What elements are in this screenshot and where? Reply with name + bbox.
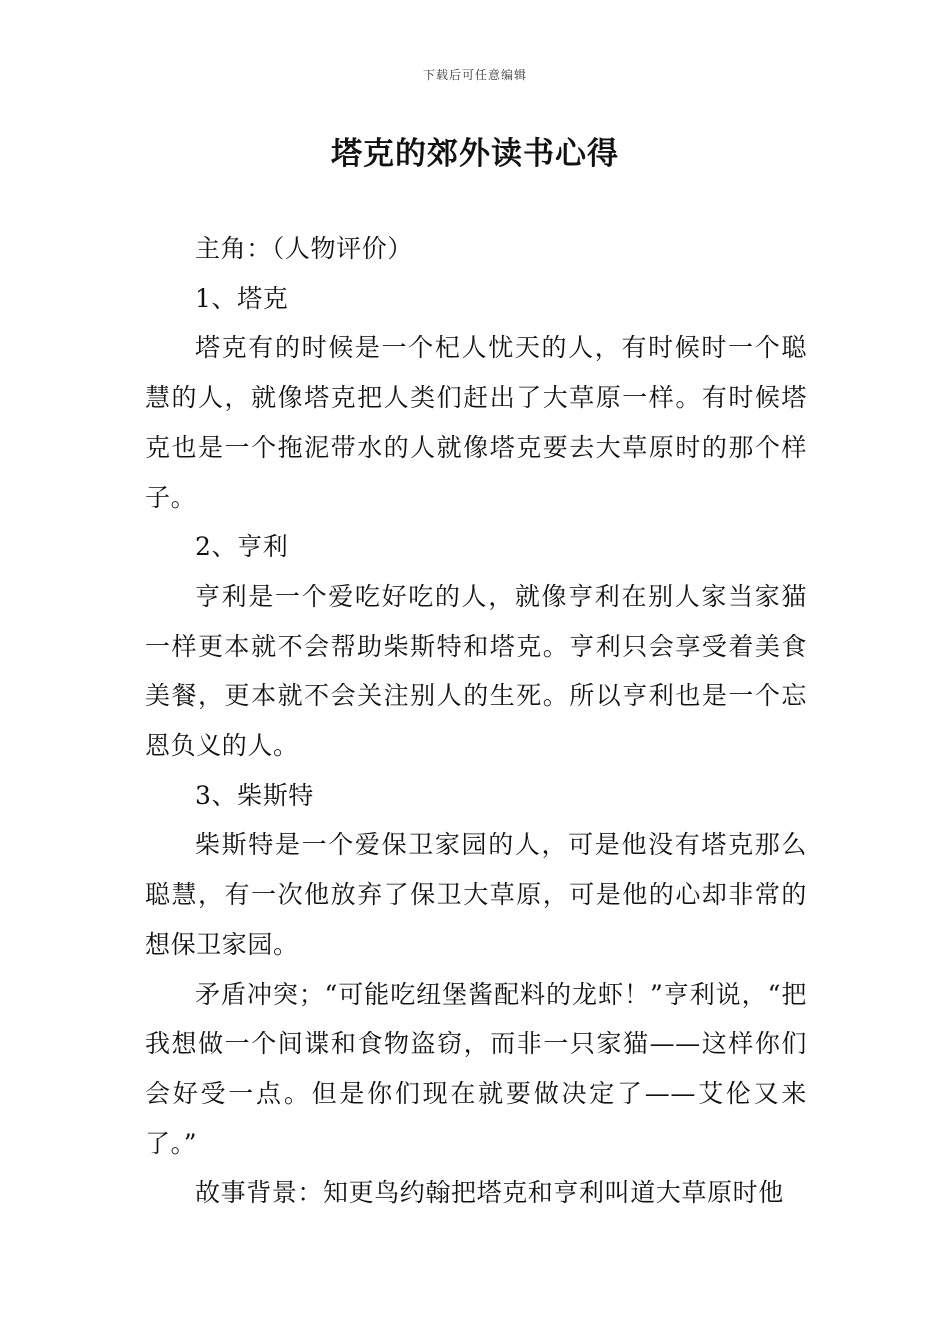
header-note: 下载后可任意编辑 bbox=[422, 68, 527, 82]
document-title: 塔克的郊外读书心得 bbox=[331, 136, 619, 172]
paragraph-chester-text: 柴斯特是一个爱保卫家园的人，可是他没有塔克那么聪慧，有一次他放弃了保卫大草原，可是他的心却非常的想保卫家园。 bbox=[145, 830, 807, 959]
paragraph-tucker-text: 塔克有的时候是一个杞人忧天的人，有时候时一个聪慧的人，就像塔克把人类们赶出了大草原一样。有时候塔克也是一个拖泥带水的人就像塔克要去大草原时的那个样子。 bbox=[145, 333, 807, 512]
paragraph-tucker-heading: 1、塔克 bbox=[195, 283, 289, 313]
paragraph-chester-heading: 3、柴斯特 bbox=[195, 780, 314, 810]
paragraph-background: 故事背景：知更鸟约翰把塔克和亨利叫道大草原时他 bbox=[195, 1178, 784, 1208]
paragraph-harry-heading: 2、亨利 bbox=[195, 532, 289, 562]
document-body bbox=[145, 224, 807, 1218]
paragraph-harry-text: 亨利是一个爱吃好吃的人，就像亨利在别人家当家猫一样更本就不会帮助柴斯特和塔克。亨利只会享受着美食美餐，更本就不会关注别人的生死。所以亨利也是一个忘恩负义的人。 bbox=[145, 581, 807, 761]
paragraph-conflict: 矛盾冲突；“可能吃纽堡酱配料的龙虾！”亨利说，“把我想做一个间谍和食物盗窃，而非一只家猫——这样你们会好受一点。但是你们现在就要做决定了——艾伦又来了。” bbox=[145, 979, 807, 1158]
paragraph-protagonist-heading: 主角：（人物评价） bbox=[195, 234, 413, 263]
